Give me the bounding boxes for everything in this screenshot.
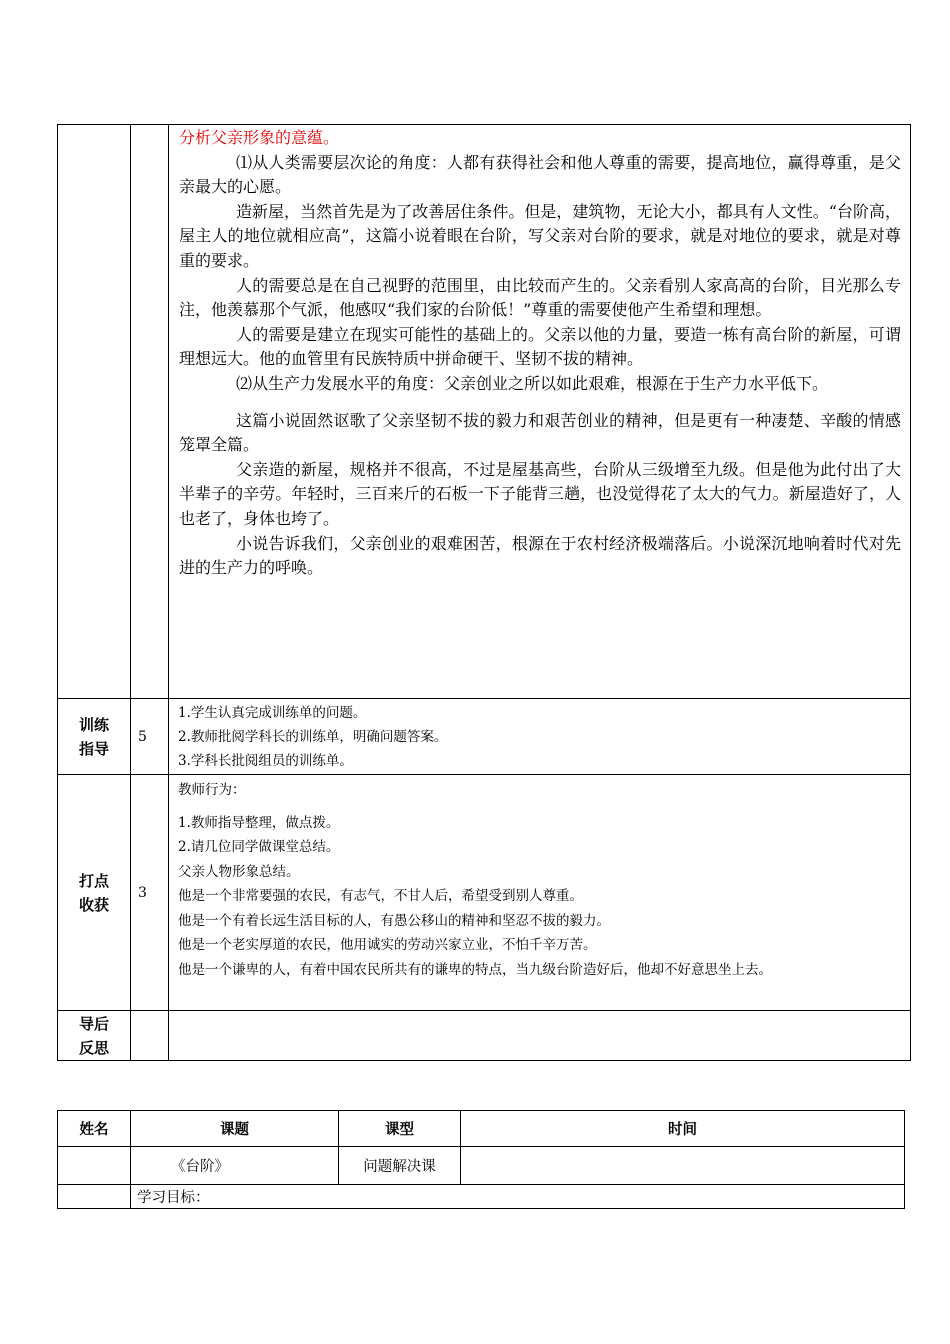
goal-label-cell [58,1185,131,1209]
training-label-line2: 指导 [78,739,109,758]
summary-content [169,775,911,1011]
training-label [58,699,131,775]
analysis-label-cell [58,125,131,699]
summary-label [58,775,131,1011]
analysis-paragraph: ⑵从生产力发展水平的角度：父亲创业之所以如此艰难，根源在于生产力水平低下。 [236,373,829,393]
value-lesson-type: 问题解决课 [339,1147,461,1185]
summary-item: 他是一个有着长远生活目标的人，有愚公移山的精神和坚忍不拔的毅力。 [178,912,610,929]
analysis-paragraph: 小说告诉我们，父亲创业的艰难困苦，根源在于农村经济极端落后。小说深沉地响着时代对先进的生产力的呼唤。 [179,533,901,578]
training-content [169,699,911,775]
reflection-content [169,1011,911,1061]
value-name [58,1147,131,1185]
analysis-minutes-cell [131,125,169,699]
summary-row [58,775,911,1011]
header-time: 时间 [461,1111,905,1147]
header-topic: 课题 [131,1111,339,1147]
analysis-paragraph: ⑴从人类需要层次论的角度：人都有获得社会和他人尊重的需要，提高地位，赢得尊重，是父亲最大的心愿。 [179,152,901,197]
reflection-label-line1: 导后 [78,1014,109,1033]
info-value-row [58,1147,905,1185]
reflection-minutes-cell [131,1011,169,1061]
summary-item: 2.请几位同学做课堂总结。 [178,839,340,855]
summary-minutes: 3 [131,775,169,1011]
training-row [58,699,911,775]
summary-item: 他是一个非常要强的农民，有志气，不甘人后，希望受到别人尊重。 [178,888,583,904]
training-item: 2.教师批阅学科长的训练单，明确问题答案。 [178,729,448,745]
training-item: 1.学生认真完成训练单的问题。 [178,705,367,721]
analysis-paragraph: 人的需要是建立在现实可能性的基础上的。父亲以他的力量，要造一栋有高台阶的新屋，可谓理想远大。他的血管里有民族特质中拼命硬干、坚韧不拔的精神。 [179,324,901,369]
learning-goal-label: 学习目标： [131,1185,905,1209]
analysis-heading: 分析父亲形象的意蕴。 [179,128,340,147]
analysis-paragraph: 人的需要总是在自己视野的范围里，由比较而产生的。父亲看别人家高高的台阶，目光那么专注，他羡慕那个气派，他感叹“我们家的台阶低！”尊重的需要使他产生希望和理想。 [179,275,901,320]
analysis-content [169,125,911,699]
summary-item: 1.教师指导整理，做点拨。 [178,814,340,831]
info-table [57,1110,905,1209]
training-item: 3.学科长批阅组员的训练单。 [178,753,353,769]
teacher-behavior-label: 教师行为： [178,782,246,798]
value-time [461,1147,905,1185]
summary-item: 父亲人物形象总结。 [178,863,300,880]
analysis-paragraph: 这篇小说固然讴歌了父亲坚韧不拔的毅力和艰苦创业的精神，但是更有一种凄楚、辛酸的情感笼罩全篇。 [179,410,901,455]
reflection-row [58,1011,911,1061]
training-minutes: 5 [131,699,169,775]
summary-label-line2: 收获 [78,895,109,914]
analysis-row [58,125,911,699]
info-header-row [58,1111,905,1147]
summary-label-line1: 打点 [78,871,109,890]
header-name: 姓名 [58,1111,131,1147]
goal-row [58,1185,905,1209]
reflection-label-line2: 反思 [78,1038,109,1057]
analysis-paragraph: 造新屋，当然首先是为了改善居住条件。但是，建筑物，无论大小，都具有人文性。“台阶高，屋主人的地位就相应高”，这篇小说着眼在台阶，写父亲对台阶的要求，就是对地位的要求，就是对尊重的要求。 [179,201,901,270]
summary-item: 他是一个谦卑的人，有着中国农民所共有的谦卑的特点，当九级台阶造好后，他却不好意思坐上去。 [178,961,772,978]
header-lesson-type: 课型 [339,1111,461,1147]
value-topic: 《台阶》 [131,1147,339,1185]
lesson-plan-table [57,124,911,1061]
summary-item: 他是一个老实厚道的农民，他用诚实的劳动兴家立业，不怕千辛万苦。 [178,937,597,953]
training-label-line1: 训练 [78,715,109,734]
reflection-label [58,1011,131,1061]
analysis-paragraph: 父亲造的新屋，规格并不很高，不过是屋基高些，台阶从三级增至九级。但是他为此付出了大半辈子的辛劳。年轻时，三百来斤的石板一下子能背三趟，也没觉得花了太大的气力。新屋造好了，人也老了，身体也垮了。 [179,459,901,528]
